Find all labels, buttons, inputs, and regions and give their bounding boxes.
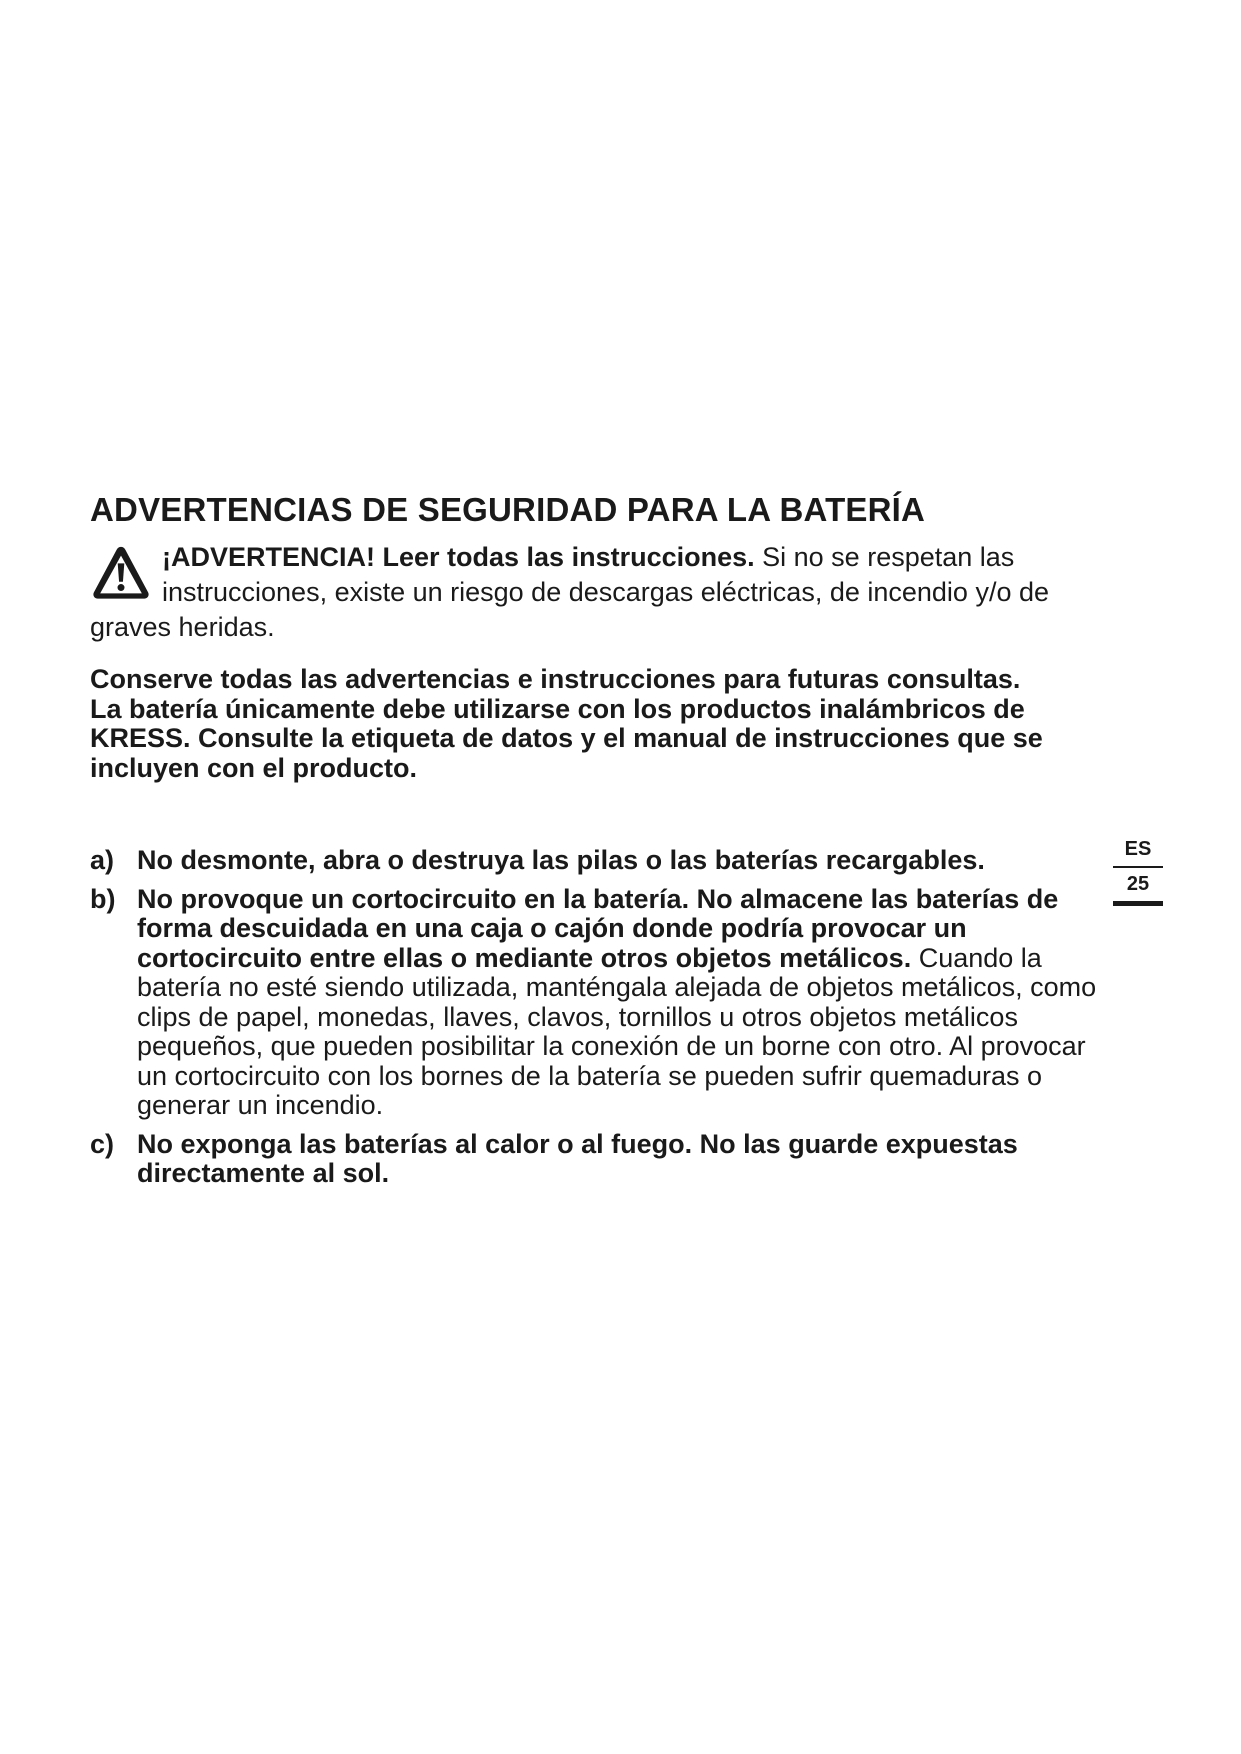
item-bold-text: No provoque un cortocircuito en la batería. No almacene las baterías de forma descuidada en una caja o cajón donde podría provocar un cortocircuito entre ellas o mediante otros objetos metálicos. [137, 883, 1059, 973]
warning-block [90, 540, 1090, 645]
intro-paragraph-usage: La batería únicamente debe utilizarse con los productos inalámbricos de KRESS. Consulte la etiqueta de datos y el manual de instrucciones que se incluyen con el producto. [90, 693, 1043, 783]
list-item [90, 846, 1100, 876]
language-code: ES [1113, 836, 1163, 868]
intro-block [90, 665, 1090, 783]
list-item [90, 885, 1100, 1121]
warning-bold-text: ¡ADVERTENCIA! Leer todas las instrucciones. [162, 542, 755, 572]
language-page-tab [1113, 836, 1163, 906]
item-marker: c) [90, 1128, 115, 1159]
warning-triangle-icon [90, 542, 152, 604]
item-marker: b) [90, 883, 116, 914]
item-marker: a) [90, 845, 115, 875]
item-bold-text: No exponga las baterías al calor o al fuego. No las guarde expuestas directamente al sol. [137, 1128, 1018, 1188]
item-text: Cuando la batería no esté siendo utilizada, manténgala alejada de objetos metálicos, como clips de papel, monedas, llaves, clavos, tornillos u otros objetos metálicos pequeños, que pueden posibilitar la conexión de un borne con otro. Al provocar un cortocircuito con los bornes de la batería se pueden sufrir quemaduras o generar un incendio. [137, 942, 1097, 1120]
intro-paragraph-keep-instructions: Conserve todas las advertencias e instrucciones para futuras consultas. [90, 664, 1021, 694]
list-item [90, 1130, 1100, 1189]
item-bold-text: No desmonte, abra o destruya las pilas o las baterías recargables. [137, 845, 985, 875]
warning-text: Si no se respetan las instrucciones, existe un riesgo de descargas eléctricas, de incendio y/o de graves heridas. [90, 542, 1049, 642]
safety-list [90, 846, 1100, 1198]
page-number: 25 [1113, 868, 1163, 906]
page-title: ADVERTENCIAS DE SEGURIDAD PARA LA BATERÍA [90, 491, 926, 528]
